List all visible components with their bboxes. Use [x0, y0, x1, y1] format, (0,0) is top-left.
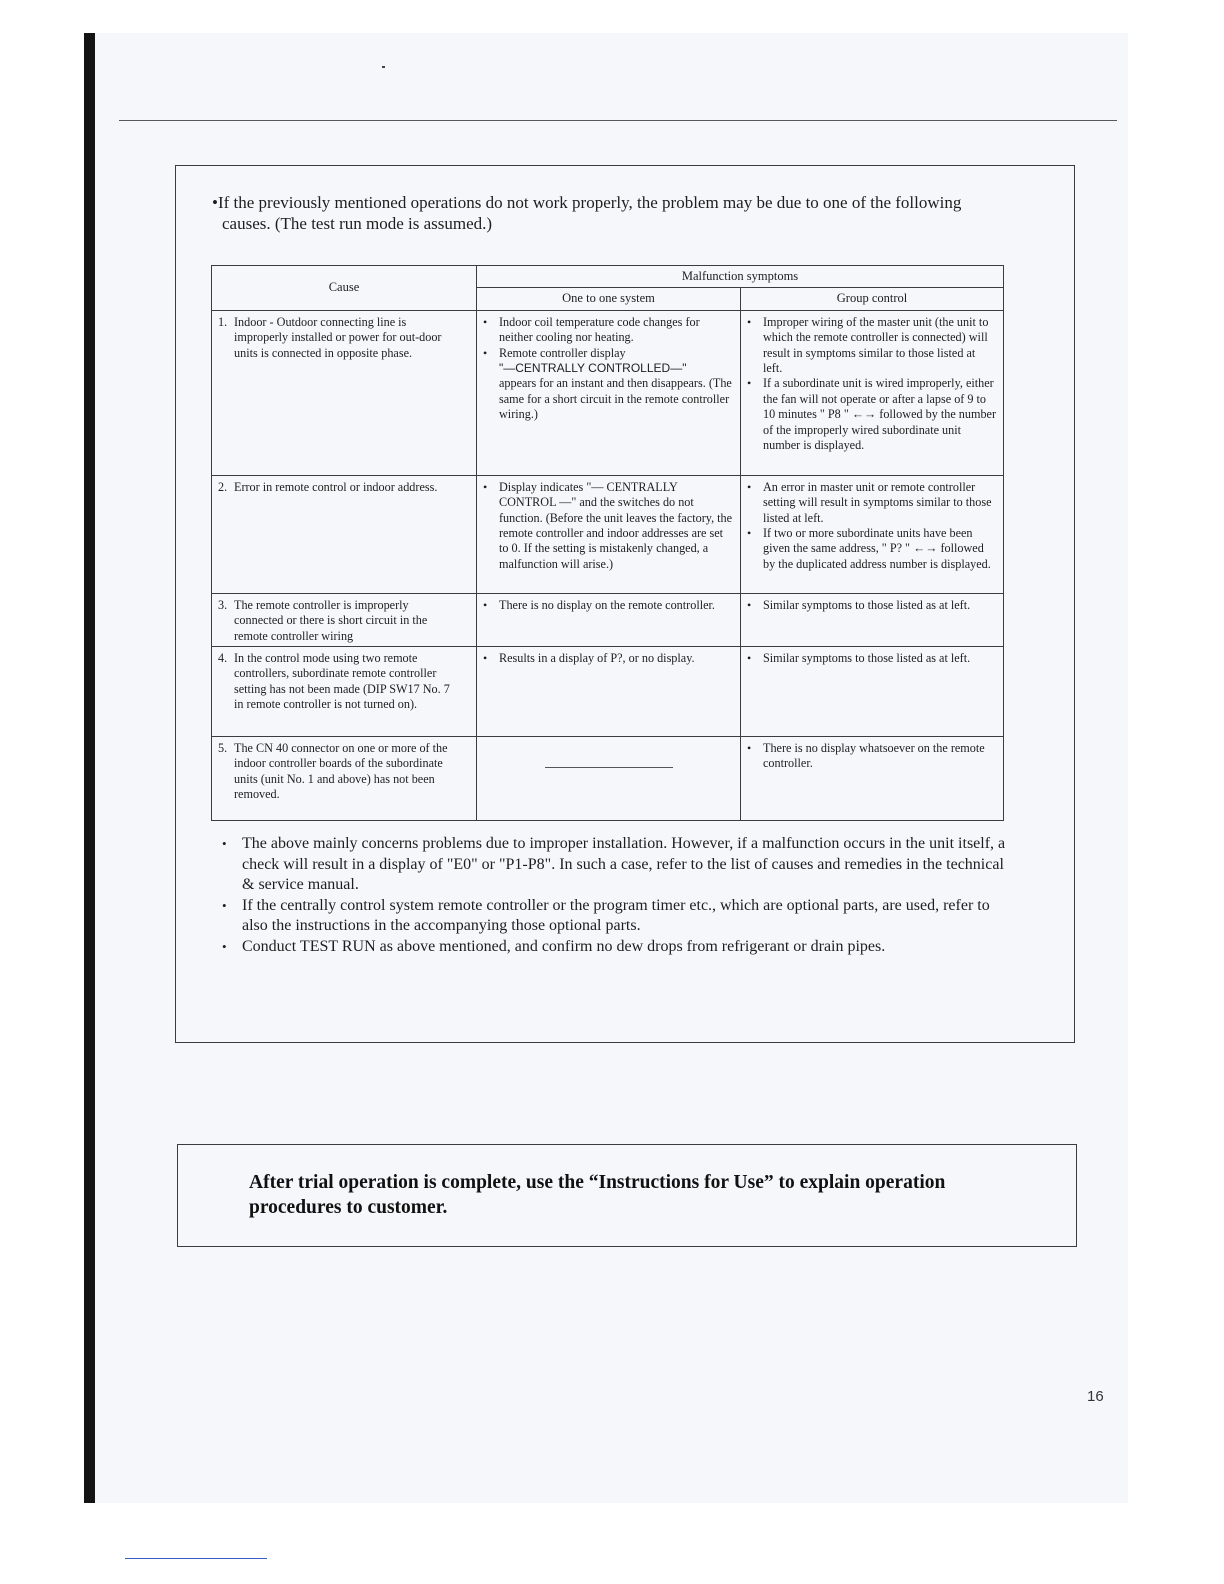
row-number: 4.	[218, 651, 228, 666]
centrally-controlled-code: "—CENTRALLY CONTROLLED—"	[499, 361, 687, 376]
table-row	[212, 593, 1004, 646]
page-number: 16	[1087, 1388, 1104, 1405]
cause-text: The remote controller is improperly connected or there is short circuit in the remote controller wiring	[234, 597, 428, 643]
after-trial-note: After trial operation is complete, use the “Instructions for Use” to explain operation procedures to customer.	[249, 1172, 946, 1218]
table-row	[212, 647, 1004, 737]
symptom-text: If two or more subordinate units have been given the same address, " P? " ←→ followed by the duplicated address number is displayed.	[763, 526, 991, 571]
bullet: •	[747, 741, 752, 756]
cause-cell	[212, 475, 477, 593]
intro-paragraph	[212, 192, 1052, 234]
cause-text: Error in remote control or indoor address.	[234, 479, 438, 494]
list-item	[222, 896, 1012, 937]
row-number: 2.	[218, 479, 228, 494]
one-to-one-cell	[477, 737, 741, 821]
bullet: •	[483, 651, 488, 666]
cause-text: In the control mode using two remote controllers, subordinate remote controller setting has not been made (DIP SW17 No. 7 in remote controller is not turned on).	[234, 651, 450, 712]
symptom-text: Results in a display of P?, or no display.	[499, 651, 695, 666]
not-applicable-dash	[545, 767, 673, 768]
scan-speck	[382, 66, 385, 68]
symptom-text: Display indicates "— CENTRALLY CONTROL —" and the switches do not function. (Before the unit leaves the factory, the remote controller and indoor addresses are set to 0. If the setting is mistakenly changed, a malfunction will arise.)	[499, 479, 733, 571]
header-cause: Cause	[212, 266, 477, 311]
header-malfunction-symptoms: Malfunction symptoms	[477, 266, 1004, 288]
binding-edge	[84, 33, 95, 1503]
cause-text: The CN 40 connector on one or more of the indoor controller boards of the subordinate units (unit No. 1 and above) has not been removed.	[234, 741, 448, 802]
note-text: The above mainly concerns problems due to improper installation. However, if a malfunction occurs in the unit itself, a check will result in a display of "E0" or "P1-P8". In such a case, refer to the list of causes and remedies in the technical & service manual.	[242, 835, 1006, 893]
group-control-cell	[741, 310, 1004, 475]
note-text: If the centrally control system remote controller or the program timer etc., which are optional parts, are used, refer to also the instructions in the accompanying those optional parts.	[242, 896, 990, 934]
cause-cell	[212, 737, 477, 821]
symptom-text: Similar symptoms to those listed as at left.	[763, 651, 971, 666]
bullet: •	[483, 345, 488, 360]
bullet: •	[222, 836, 227, 851]
list-item	[222, 937, 1012, 958]
intro-line-1: •If the previously mentioned operations do not work properly, the problem may be due to one of the following	[212, 193, 962, 212]
symptom-text: Similar symptoms to those listed as at left.	[763, 597, 971, 612]
symptom-text: There is no display on the remote controller.	[499, 597, 715, 612]
symptom-text: appears for an instant and then disappears. (The same for a short circuit in the remote controller wiring.)	[499, 376, 732, 422]
group-control-cell	[741, 593, 1004, 646]
header-one-to-one: One to one system	[477, 288, 741, 310]
malfunction-table	[211, 265, 1004, 821]
cause-cell	[212, 310, 477, 475]
bullet: •	[747, 597, 752, 612]
intro-line-2: causes. (The test run mode is assumed.)	[222, 214, 493, 233]
notes-list	[222, 834, 1012, 957]
symptom-text: Remote controller display	[499, 345, 626, 360]
table-row	[212, 310, 1004, 475]
bullet: •	[747, 376, 752, 391]
bullet: •	[222, 897, 227, 913]
row-number: 5.	[218, 741, 228, 756]
header-group-control: Group control	[741, 288, 1004, 310]
table-row	[212, 475, 1004, 593]
bullet: •	[747, 651, 752, 666]
bullet: •	[747, 314, 752, 329]
cause-cell	[212, 647, 477, 737]
row-number: 3.	[218, 597, 228, 612]
cause-text: Indoor - Outdoor connecting line is improperly installed or power for out-door units is connected in opposite phase.	[234, 314, 442, 360]
note-text: Conduct TEST RUN as above mentioned, and confirm no dew drops from refrigerant or drain pipes.	[242, 937, 886, 955]
one-to-one-cell	[477, 310, 741, 475]
symptom-text: An error in master unit or remote controller setting will result in symptoms similar to those listed at left.	[763, 479, 992, 525]
one-to-one-cell	[477, 475, 741, 593]
bullet: •	[747, 526, 752, 541]
group-control-cell	[741, 475, 1004, 593]
symptom-text: If a subordinate unit is wired improperly, either the fan will not operate or after a lapse of 9 to 10 minutes " P8 " ←→ followed by the number of the improperly wired subordinate unit number is displayed.	[763, 376, 997, 453]
bullet: •	[483, 479, 488, 494]
one-to-one-cell	[477, 647, 741, 737]
bullet: •	[222, 938, 227, 954]
group-control-cell	[741, 647, 1004, 737]
symptom-text: Indoor coil temperature code changes for neither cooling nor heating.	[499, 314, 700, 345]
header-rule	[119, 120, 1117, 121]
table-row	[212, 737, 1004, 821]
symptom-text: Improper wiring of the master unit (the unit to which the remote controller is connected) will result in symptoms similar to those listed at left.	[763, 314, 989, 376]
bullet: •	[747, 479, 752, 494]
bottom-link-underline[interactable]	[125, 1558, 267, 1559]
bullet: •	[483, 597, 488, 612]
group-control-cell	[741, 737, 1004, 821]
row-number: 1.	[218, 314, 228, 329]
list-item	[222, 834, 1012, 896]
cause-cell	[212, 593, 477, 646]
bullet: •	[483, 314, 488, 329]
symptom-text: There is no display whatsoever on the remote controller.	[763, 741, 985, 771]
one-to-one-cell	[477, 593, 741, 646]
